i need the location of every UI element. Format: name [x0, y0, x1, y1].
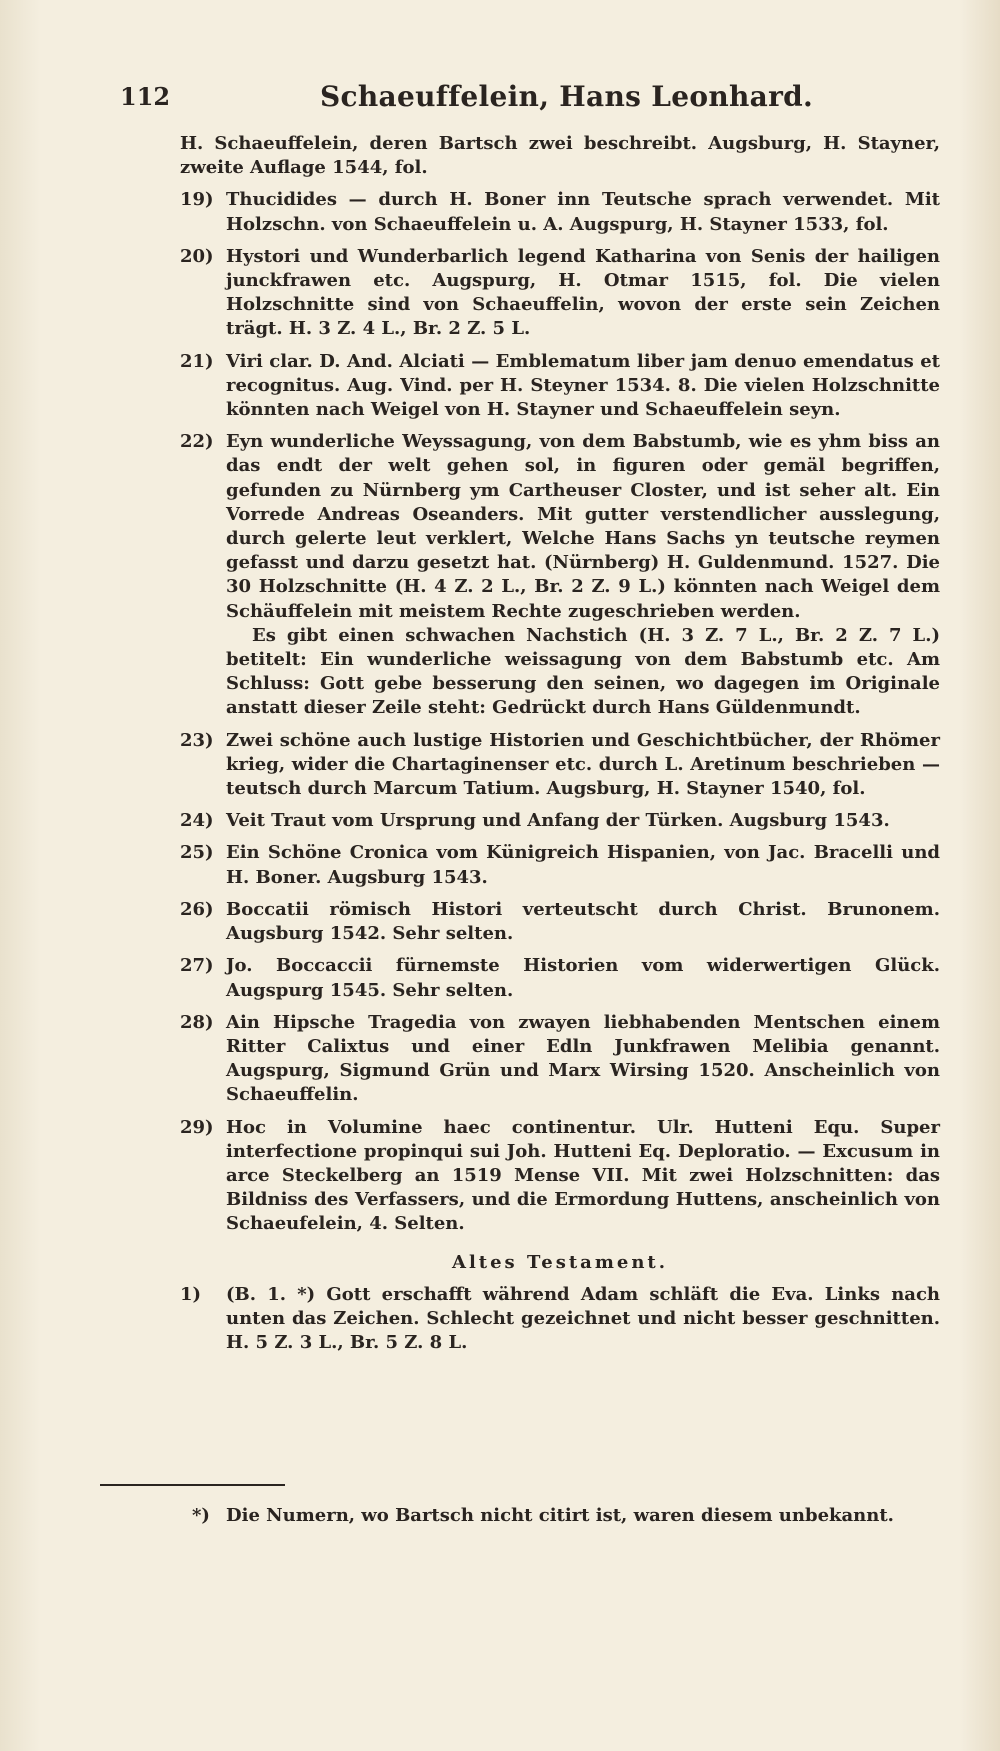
entry-number: 28): [180, 1011, 214, 1033]
page-number: 112: [120, 82, 171, 111]
entry-text: Veit Traut vom Ursprung und Anfang der Türken. Augsburg 1543.: [226, 810, 890, 832]
entry-29: [180, 1116, 940, 1237]
intro-paragraph: H. Schaeuffelein, deren Bartsch zwei beschreibt. Augsburg, H. Stayner, zweite Auflage 1544, fol.: [180, 133, 940, 179]
entry-text: Hoc in Volumine haec continentur. Ulr. Hutteni Equ. Super interfectione propinqui sui Joh. Hutteni Eq. Deploratio. — Excusum in arce Steckelberg an 1519 Mense VII. Mit zwei Holzschnitten: das Bildniss des Verfassers, und die Ermordung Huttens, anscheinlich von Schaeufelein, 4. Selten.: [226, 1116, 940, 1235]
entry-number: 26): [180, 898, 214, 920]
entry-number: 25): [180, 842, 214, 864]
entry-text: (B. 1. *) Gott erschafft während Adam schläft die Eva. Links nach unten das Zeichen. Schlecht gezeichnet und nicht besser geschnitten. H. 5 Z. 3 L., Br. 5 Z. 8 L.: [226, 1283, 940, 1354]
footnote: [192, 1504, 937, 1528]
entry-19: [180, 188, 940, 236]
section-title: Altes Testament.: [451, 1251, 669, 1273]
page-header: [120, 82, 940, 122]
entry-20: [180, 245, 940, 342]
entry-27: [180, 954, 940, 1002]
entry-number: 1): [180, 1283, 202, 1305]
entry-text: Hystori und Wunderbarlich legend Katharina von Senis der hailigen junckfrawen etc. Augspurg, H. Otmar 1515, fol. Die vielen Holzschnitte sind von Schaeuffelin, wovon der erste sein Zeichen trägt. H. 3 Z. 4 L., Br. 2 Z. 5 L.: [226, 245, 940, 340]
entry-number: 24): [180, 810, 214, 832]
entry-24: [180, 809, 940, 833]
entry-22: [180, 430, 940, 720]
entry-number: 20): [180, 245, 214, 267]
entry-text: Eyn wunderliche Weyssagung, von dem Babstumb, wie es yhm biss an das endt der welt gehen sol, in figuren oder gemäl begriffen, gefunden zu Nürnberg ym Cartheuser Closter, und ist seher alt. Ein Vorrede Andreas Oseanders. Mit gutter verstendlicher ausslegung, durch gelerte leut verklert, Welche Hans Sachs yn teutsche reymen gefasst und darzu gesetzt hat. (Nürnberg) H. Guldenmund. 1527. Die 30 Holzschnitte (H. 4 Z. 2 L., Br. 2 Z. 9 L.) könnten nach Weigel dem Schäuffelein mit meistem Rechte zugeschrieben werden.: [226, 431, 940, 622]
entry-28: [180, 1011, 940, 1108]
entry-number: 27): [180, 955, 214, 977]
entry-21: [180, 350, 940, 423]
footnote-divider: [100, 1484, 285, 1486]
entry-number: 29): [180, 1116, 214, 1138]
entry-number: 19): [180, 189, 214, 211]
entry-subparagraph: Es gibt einen schwachen Nachstich (H. 3 Z. 7 L., Br. 2 Z. 7 L.) betitelt: Ein wunderliche weissagung von dem Babstumb etc. Am Schluss: Gott gebe besserung den seinen, wo dagegen im Originale anstatt dieser Zeile steht: Gedrückt durch Hans Güldenmundt.: [226, 624, 940, 719]
entry-number: 23): [180, 729, 214, 751]
footnote-mark: *): [192, 1505, 210, 1526]
entry-text: Boccatii römisch Histori verteutscht durch Christ. Brunonem. Augsburg 1542. Sehr selten.: [226, 898, 940, 945]
entry-text: Zwei schöne auch lustige Historien und Geschichtbücher, der Rhömer krieg, wider die Chartaginenser etc. durch L. Aretinum beschrieben — teutsch durch Marcum Tatium. Augsburg, H. Stayner 1540, fol.: [226, 729, 940, 800]
entry-text: Jo. Boccaccii fürnemste Historien vom widerwertigen Glück. Augspurg 1545. Sehr selten.: [226, 955, 940, 1001]
entry-text: Thucidides — durch H. Boner inn Teutsche sprach verwendet. Mit Holzschn. von Schaeuffelein u. A. Augspurg, H. Stayner 1533, fol.: [226, 189, 940, 235]
footnote-text: Die Numern, wo Bartsch nicht citirt ist, waren diesem unbekannt.: [226, 1505, 894, 1526]
entry-text: Ain Hipsche Tragedia von zwayen liebhabenden Mentschen einem Ritter Calixtus und einer Edln Junkfrawen Melibia genannt. Augspurg, Sigmund Grün und Marx Wirsing 1520. Anscheinlich von Schaeuffelin.: [226, 1011, 940, 1106]
entry-23: [180, 729, 940, 802]
body-text: [180, 132, 940, 1355]
entry-text: Ein Schöne Cronica vom Künigreich Hispanien, von Jac. Bracelli und H. Boner. Augsburg 1543.: [226, 842, 940, 888]
entry-26: [180, 898, 940, 946]
entry-number: 22): [180, 431, 214, 453]
entry-text: Viri clar. D. And. Alciati — Emblematum liber jam denuo emendatus et recognitus. Aug. Vind. per H. Steyner 1534. 8. Die vielen Holzschnitte könnten nach Weigel von H. Stayner und Schaeuffelein seyn.: [226, 350, 940, 421]
running-head: Schaeuffelein, Hans Leonhard.: [320, 80, 814, 113]
entry-25: [180, 841, 940, 889]
section-entry-1: [180, 1283, 940, 1356]
entry-number: 21): [180, 350, 214, 372]
